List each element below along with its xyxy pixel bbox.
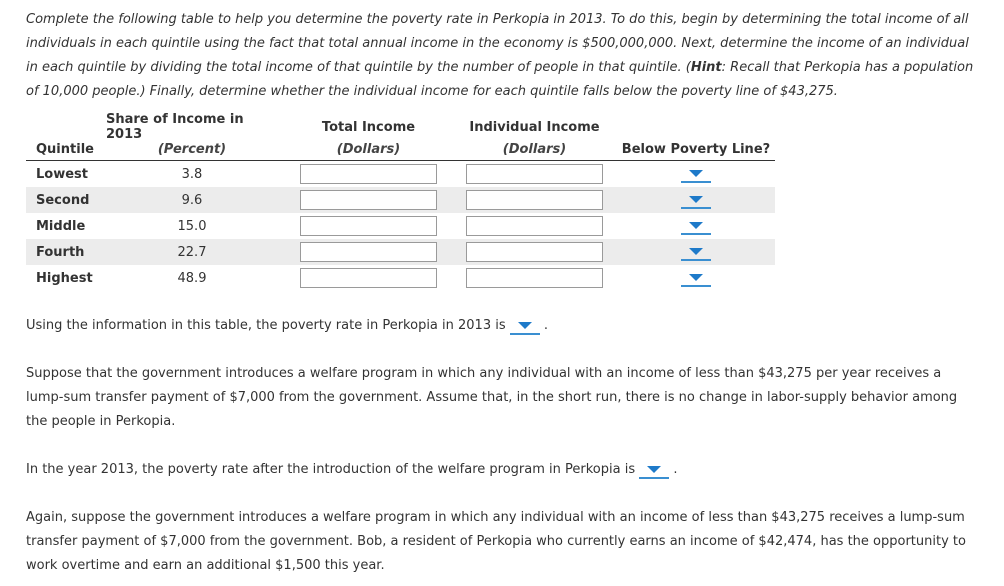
header-total: Total Income	[321, 119, 416, 135]
question-welfare-rate	[26, 458, 966, 482]
header-share-unit: (Percent)	[157, 141, 227, 157]
total-income-input[interactable]	[300, 216, 437, 236]
total-income-input[interactable]	[300, 242, 437, 262]
table-header-bottom	[26, 138, 775, 161]
below-poverty-dropdown[interactable]	[681, 217, 711, 235]
bob-paragraph: Again, suppose the government introduces a welfare program in which any individual with an income of less than $43,275 receives a lump-sum transfer payment of $7,000 from the government. Bob, a resident of Perkopia who currently earns an income of $42,474, has the opportunity to work overtime and earn an additional $1,500 this year.	[26, 510, 966, 573]
share-value: 15.0	[177, 218, 207, 234]
income-table	[26, 112, 775, 291]
table-row	[26, 187, 775, 213]
instructions-part1: Complete the following table to help you determine the poverty rate in Perkopia in 2013. To do this, begin by determining the total income of all individuals in each quintile using the fact that total annual income in the economy is $500,000,000. Next, determine the income of an individual in each quintile by dividing the total income of that quintile by the number of people in that quintile. (	[26, 12, 969, 75]
question-poverty-rate	[26, 314, 966, 338]
instructions	[26, 8, 976, 104]
question-poverty-rate-text: Using the information in this table, the poverty rate in Perkopia in 2013 is	[26, 318, 506, 333]
share-value: 48.9	[177, 270, 207, 286]
individual-income-input[interactable]	[466, 216, 603, 236]
chevron-down-icon	[689, 196, 703, 203]
below-poverty-dropdown[interactable]	[681, 191, 711, 209]
below-poverty-dropdown[interactable]	[681, 269, 711, 287]
question-end: .	[543, 318, 549, 333]
question-end: .	[673, 462, 678, 477]
header-individual: Individual Income	[469, 119, 600, 135]
chevron-down-icon	[689, 170, 703, 177]
quintile-label: Middle	[36, 218, 86, 234]
share-value: 22.7	[177, 244, 207, 260]
hint-label: Hint	[690, 60, 722, 75]
individual-income-input[interactable]	[466, 268, 603, 288]
quintile-label: Highest	[36, 270, 93, 286]
quintile-label: Fourth	[36, 244, 85, 260]
chevron-down-icon	[647, 466, 661, 473]
individual-income-input[interactable]	[466, 190, 603, 210]
header-quintile: Quintile	[36, 141, 94, 157]
individual-income-input[interactable]	[466, 164, 603, 184]
chevron-down-icon	[518, 322, 532, 329]
header-below-poverty: Below Poverty Line?	[621, 141, 771, 157]
below-poverty-dropdown[interactable]	[681, 165, 711, 183]
table-row	[26, 161, 775, 187]
quintile-label: Second	[36, 192, 90, 208]
instructions-part2: : Recall that Perkopia has a population of 10,000 people.) Finally, determine whether the individual income for each quintile falls below the poverty line of $43,275.	[26, 60, 974, 99]
table-row	[26, 265, 775, 291]
header-total-unit: (Dollars)	[336, 141, 401, 157]
table-row	[26, 213, 775, 239]
welfare-rate-dropdown[interactable]	[639, 461, 669, 479]
share-value: 9.6	[181, 192, 203, 208]
total-income-input[interactable]	[300, 190, 437, 210]
table-row	[26, 239, 775, 265]
header-individual-unit: (Dollars)	[502, 141, 567, 157]
table-header-top	[26, 112, 775, 142]
poverty-rate-dropdown[interactable]	[510, 317, 540, 335]
total-income-input[interactable]	[300, 164, 437, 184]
total-income-input[interactable]	[300, 268, 437, 288]
chevron-down-icon	[689, 222, 703, 229]
quintile-label: Lowest	[36, 166, 88, 182]
share-value: 3.8	[181, 166, 203, 182]
chevron-down-icon	[689, 248, 703, 255]
individual-income-input[interactable]	[466, 242, 603, 262]
welfare-paragraph: Suppose that the government introduces a welfare program in which any individual with an income of less than $43,275 per year receives a lump-sum transfer payment of $7,000 from the government. Assume that, in the short run, there is no change in labor-supply behavior among the people in Perkopia.	[26, 366, 958, 429]
chevron-down-icon	[689, 274, 703, 281]
question-welfare-rate-text: In the year 2013, the poverty rate after the introduction of the welfare program in Perkopia is	[26, 462, 636, 477]
below-poverty-dropdown[interactable]	[681, 243, 711, 261]
header-share: Share of Income in 2013	[106, 112, 244, 142]
